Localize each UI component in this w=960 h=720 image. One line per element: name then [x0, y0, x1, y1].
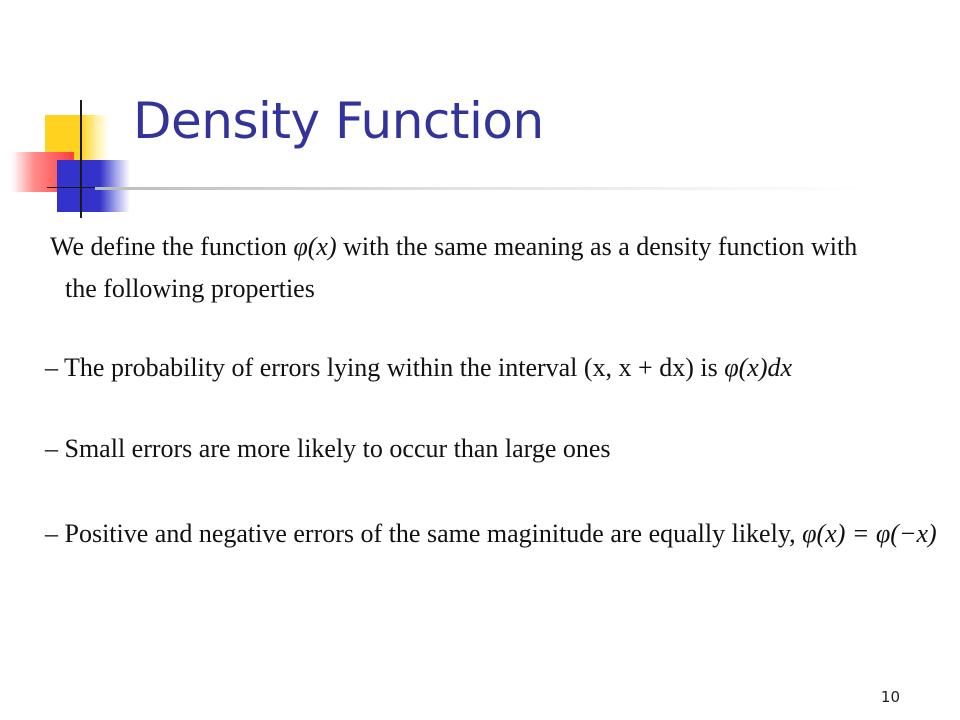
symmetry-formula: φ(x) = φ(−x) [802, 519, 937, 548]
definition-line-1 [50, 232, 857, 262]
property-symmetry [45, 519, 937, 549]
ornament-vertical-line [80, 100, 82, 218]
definition-line-2: the following properties [65, 274, 315, 303]
property-text: – The probability of errors lying within the interval (x, x + dx) is [45, 353, 725, 382]
blue-gradient [100, 160, 130, 212]
yellow-gradient [81, 115, 109, 163]
property-interval-probability [45, 353, 792, 383]
phi-x-dx-formula: φ(x)dx [724, 353, 793, 382]
page-number: 10 [880, 688, 900, 706]
property-small-errors: – Small errors are more likely to occur than large ones [45, 434, 611, 463]
slide-title: Density Function [133, 92, 544, 150]
definition-text: We define the function [50, 232, 294, 261]
title-underline [95, 187, 875, 190]
property-text: – Positive and negative errors of the same maginitude are equally likely, [45, 519, 803, 548]
definition-text-after: with the same meaning as a density function with [336, 232, 858, 261]
phi-x-formula: φ(x) [293, 232, 337, 261]
